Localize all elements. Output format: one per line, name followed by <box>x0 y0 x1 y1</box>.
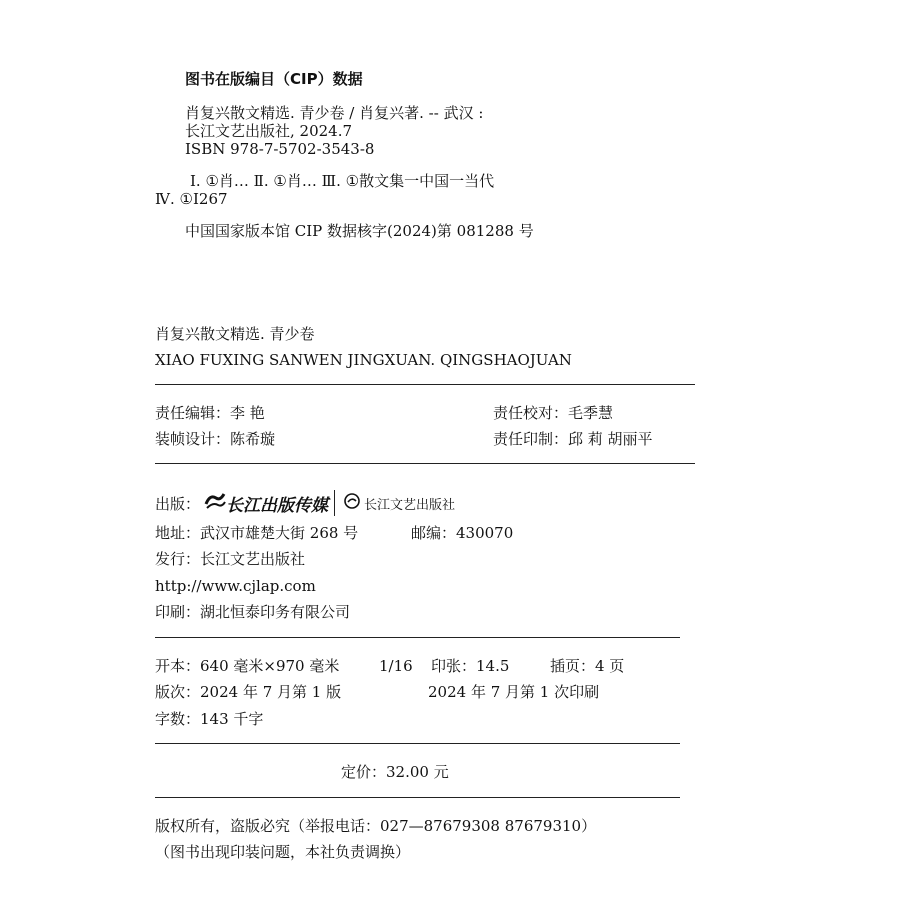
publisher-postcode: 邮编：430070 <box>411 524 514 542</box>
rights-replacement-notice: （图书出现印装问题，本社负责调换） <box>155 843 411 861</box>
divider-5 <box>155 797 680 798</box>
publisher-website: http://www.cjlap.com <box>155 577 316 595</box>
spec-fraction: 1/16 <box>379 657 413 675</box>
spec-plates: 插页：4 页 <box>550 657 625 675</box>
cip-classification-2: Ⅳ. ①I267 <box>155 190 228 208</box>
distributor: 发行：长江文艺出版社 <box>155 550 306 568</box>
spec-format: 开本：640 毫米×970 毫米 <box>155 657 340 675</box>
credit-editor: 责任编辑：李 艳 <box>155 404 265 422</box>
changjiang-media-logo <box>204 490 226 516</box>
publisher-row <box>155 490 455 516</box>
printer: 印刷：湖北恒泰印务有限公司 <box>155 603 351 621</box>
logo-text-literature: 长江文艺出版社 <box>364 497 456 513</box>
cip-line-2: 长江文艺出版社, 2024.7 <box>185 122 353 140</box>
publisher-label: 出版： <box>155 494 201 513</box>
cip-line-1: 肖复兴散文精选. 青少卷 / 肖复兴著. -- 武汉 : <box>185 104 484 122</box>
divider-2 <box>155 463 695 464</box>
changjiang-literature-logo <box>343 492 361 514</box>
divider-4 <box>155 743 680 744</box>
cip-classification: Ⅰ. ①肖… Ⅱ. ①肖… Ⅲ. ①散文集一中国一当代 <box>190 172 495 190</box>
rights-notice: 版权所有，盗版必究（举报电话：027—87679308 87679310） <box>155 817 597 835</box>
spec-word-count: 字数：143 千字 <box>155 710 264 728</box>
spec-edition: 版次：2024 年 7 月第 1 版 <box>155 683 342 701</box>
publisher-address: 地址：武汉市雄楚大街 268 号 <box>155 524 359 542</box>
spec-sheets: 印张：14.5 <box>431 657 510 675</box>
cip-isbn: ISBN 978-7-5702-3543-8 <box>185 140 375 158</box>
book-title-cn: 肖复兴散文精选. 青少卷 <box>155 325 315 343</box>
wave-logo-icon <box>204 490 226 512</box>
logo-text-media: 长江出版传媒 <box>226 495 329 516</box>
price: 定价：32.00 元 <box>341 763 449 781</box>
spec-printing: 2024 年 7 月第 1 次印刷 <box>428 683 600 701</box>
divider-3 <box>155 637 680 638</box>
divider-1 <box>155 384 695 385</box>
logo-separator <box>334 490 335 516</box>
credit-proofreader: 责任校对：毛季慧 <box>493 404 614 422</box>
book-title-pinyin: XIAO FUXING SANWEN JINGXUAN. QINGSHAOJUAN <box>155 351 572 369</box>
credit-designer: 装帧设计：陈希璇 <box>155 430 276 448</box>
cip-heading: 图书在版编目（CIP）数据 <box>185 70 363 88</box>
circle-logo-icon <box>343 492 361 510</box>
cip-record-number: 中国国家版本馆 CIP 数据核字(2024)第 081288 号 <box>185 222 534 240</box>
credit-printing-supervisor: 责任印制：邱 莉 胡丽平 <box>493 430 653 448</box>
